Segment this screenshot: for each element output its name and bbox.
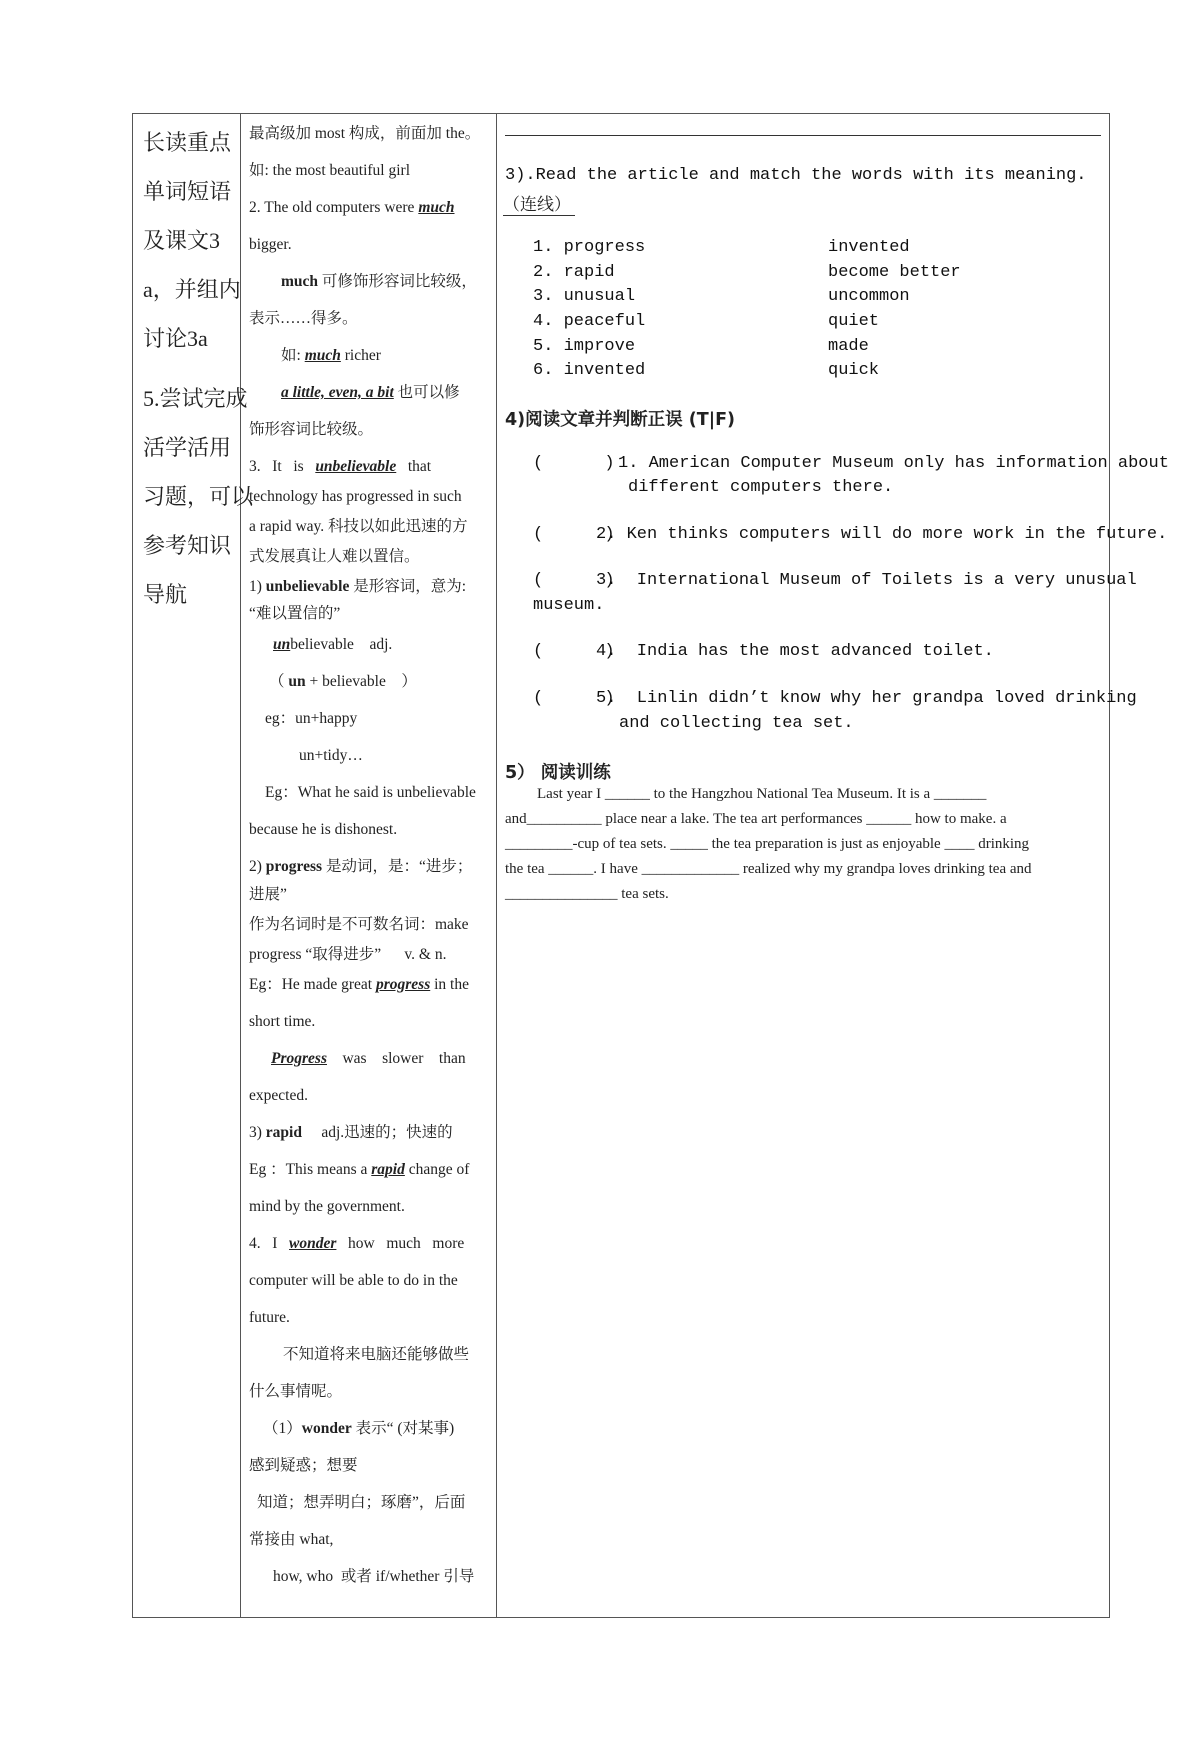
note-line: because he is dishonest. bbox=[249, 821, 398, 838]
note-line: “难以置信的” bbox=[249, 605, 341, 622]
note-line: Eg：What he said is unbelievable bbox=[265, 784, 476, 801]
keyword: un bbox=[273, 636, 291, 653]
tf-statement: 3. International Museum of Toilets is a very unusual bbox=[596, 571, 1137, 590]
note-line: 感到疑惑；想要 bbox=[249, 1457, 358, 1474]
keyword: un bbox=[288, 673, 306, 690]
note-text: change of bbox=[404, 1161, 470, 1178]
note-text: （1） bbox=[263, 1420, 302, 1437]
note-line: 式发展真让人难以置信。 bbox=[249, 548, 420, 565]
note-line: expected. bbox=[249, 1087, 308, 1104]
note-line bbox=[281, 346, 521, 366]
match-word: 2. rapid bbox=[533, 263, 615, 282]
match-meaning: uncommon bbox=[828, 287, 910, 306]
note-text: in the bbox=[430, 976, 469, 993]
note-line: 知道；想弄明白；琢磨”，后面 bbox=[257, 1494, 466, 1511]
note-text: Eg：He made great bbox=[249, 976, 376, 993]
note-text: 如: bbox=[281, 347, 305, 364]
keyword: unbelievable bbox=[315, 458, 397, 475]
tf-statement: 2. Ken thinks computers will do more work in the future. bbox=[596, 525, 1168, 544]
note-line bbox=[273, 635, 513, 655]
note-text: + believable ） bbox=[305, 673, 417, 690]
note-line: future. bbox=[249, 1309, 290, 1326]
note-text: 2) bbox=[249, 858, 266, 875]
note-line: 饰形容词比较级。 bbox=[249, 421, 374, 438]
guide-line: 讨论3a bbox=[143, 326, 208, 351]
guide-line: 导航 bbox=[143, 582, 188, 607]
q4-title: 4)阅读文章并判断正误 (T|F) bbox=[505, 410, 736, 430]
tf-bracket: ( ) bbox=[533, 571, 615, 590]
note-line bbox=[249, 457, 489, 477]
note-line bbox=[249, 1234, 489, 1254]
note-line: 表示……得多。 bbox=[249, 310, 358, 327]
note-text: 2. The old computers were bbox=[249, 199, 419, 216]
note-text: was slower than bbox=[326, 1050, 466, 1067]
passage-line: _______________ tea sets. bbox=[505, 886, 669, 902]
guide-line: 及课文3 bbox=[143, 228, 221, 253]
note-line bbox=[271, 1049, 511, 1069]
tf-statement: 4. India has the most advanced toilet. bbox=[596, 642, 994, 661]
note-text: 是形容词，意为: bbox=[349, 578, 467, 595]
tf-bracket: ( ) bbox=[533, 689, 615, 708]
note-text: that bbox=[396, 458, 432, 475]
note-line bbox=[249, 577, 489, 597]
note-text: richer bbox=[340, 347, 381, 364]
passage-line: and__________ place near a lake. The tea art performances ______ how to make. a bbox=[505, 811, 1007, 827]
note-text: 1) bbox=[249, 578, 266, 595]
match-meaning: quiet bbox=[828, 312, 880, 331]
keyword: much bbox=[281, 273, 319, 290]
note-text: （ bbox=[269, 673, 289, 690]
match-word: 3. unusual bbox=[533, 287, 636, 306]
tf-statement-cont: museum. bbox=[533, 596, 605, 615]
note-line: 如: the most beautiful girl bbox=[249, 162, 411, 179]
note-line: how, who 或者 if/whether 引导 bbox=[273, 1568, 475, 1585]
keyword: wonder bbox=[289, 1235, 337, 1252]
note-line bbox=[249, 857, 489, 877]
guide-line: 单词短语 bbox=[143, 179, 232, 204]
keyword: much bbox=[304, 347, 341, 364]
note-text: 3) bbox=[249, 1124, 266, 1141]
note-text: adj.迅速的；快速的 bbox=[301, 1124, 453, 1141]
note-line bbox=[249, 1160, 489, 1180]
keyword: wonder bbox=[301, 1420, 352, 1437]
note-line: 常接由 what, bbox=[249, 1531, 334, 1548]
exercise-column bbox=[497, 114, 1169, 1617]
guide-line: 长读重点 bbox=[143, 130, 232, 155]
tf-bracket: ( ) bbox=[533, 525, 615, 544]
note-text: 3. It is bbox=[249, 458, 316, 475]
match-meaning: become better bbox=[828, 263, 961, 282]
keyword: unbelievable bbox=[265, 578, 350, 595]
guide-line: 参考知识 bbox=[143, 533, 232, 558]
note-text: believable adj. bbox=[290, 636, 393, 653]
note-line bbox=[249, 198, 489, 218]
keyword: progress bbox=[375, 976, 431, 993]
note-line: mind by the government. bbox=[249, 1198, 405, 1215]
divider bbox=[505, 135, 1101, 136]
match-meaning: made bbox=[828, 337, 869, 356]
note-line: technology has progressed in such bbox=[249, 488, 462, 505]
note-line bbox=[263, 1419, 503, 1439]
match-meaning: invented bbox=[828, 238, 910, 257]
note-line: progress “取得进步” v. & n. bbox=[249, 946, 447, 963]
keyword: progress bbox=[265, 858, 323, 875]
note-text: how much more bbox=[336, 1235, 465, 1252]
passage-line: Last year I ______ to the Hangzhou National Tea Museum. It is a _______ bbox=[537, 786, 987, 802]
tf-statement: 1. American Computer Museum only has information about bbox=[618, 454, 1169, 473]
match-word: 4. peaceful bbox=[533, 312, 646, 331]
note-text: 表示“ (对某事) bbox=[351, 1420, 455, 1437]
note-text: 4. I bbox=[249, 1235, 290, 1252]
note-line: 最高级加 most 构成，前面加 the。 bbox=[249, 125, 481, 142]
note-line: bigger. bbox=[249, 236, 292, 253]
note-line: short time. bbox=[249, 1013, 316, 1030]
passage-line: _________-cup of tea sets. _____ the tea preparation is just as enjoyable ____ drinking bbox=[505, 836, 1030, 852]
note-line: 不知道将来电脑还能够做些 bbox=[283, 1346, 470, 1363]
guide-line: 活学活用 bbox=[143, 435, 232, 460]
note-text: Eg ：This means a bbox=[249, 1161, 372, 1178]
tf-bracket: ( ) bbox=[533, 454, 615, 473]
note-line: computer will be able to do in the bbox=[249, 1272, 458, 1289]
note-text: 是动词，是：“进步； bbox=[322, 858, 473, 875]
keyword: Progress bbox=[271, 1050, 327, 1067]
match-word: 6. invented bbox=[533, 361, 646, 380]
guide-line: 5.尝试完成 bbox=[143, 386, 248, 411]
note-line: a rapid way. 科技以如此迅速的方 bbox=[249, 518, 468, 535]
note-text: 也可以修 bbox=[393, 384, 460, 401]
match-word: 5. improve bbox=[533, 337, 636, 356]
keyword: rapid bbox=[265, 1124, 302, 1141]
note-text: 可修饰形容词比较级， bbox=[318, 273, 477, 290]
keyword: rapid bbox=[371, 1161, 405, 1178]
note-line bbox=[281, 272, 521, 292]
passage-line: the tea ______. I have _____________ realized why my grandpa loves drinking tea and bbox=[505, 861, 1032, 877]
notes-column bbox=[241, 114, 497, 1617]
lesson-table bbox=[132, 113, 1169, 1618]
keyword: a little, even, a bit bbox=[281, 384, 394, 401]
note-line: 作为名词时是不可数名词：make bbox=[249, 916, 469, 933]
q3-subtitle: （连线） bbox=[503, 190, 575, 216]
tf-statement: 5. Linlin didn’t know why her grandpa loved drinking bbox=[596, 689, 1137, 708]
tf-statement-cont: different computers there. bbox=[628, 478, 894, 497]
q3-title: 3).Read the article and match the words with its meaning. bbox=[505, 166, 1087, 185]
note-line: un+tidy… bbox=[299, 747, 363, 764]
guide-line: 习题，可以 bbox=[143, 484, 254, 509]
guide-line: a，并组内 bbox=[143, 277, 241, 302]
note-line bbox=[249, 1123, 489, 1143]
guide-column bbox=[133, 114, 254, 1617]
note-line bbox=[249, 975, 489, 995]
keyword: much bbox=[418, 199, 455, 216]
tf-statement-cont: and collecting tea set. bbox=[619, 714, 854, 733]
q5-title: 5） 阅读训练 bbox=[505, 763, 611, 783]
note-line bbox=[281, 383, 521, 403]
match-meaning: quick bbox=[828, 361, 880, 380]
note-line: eg：un+happy bbox=[265, 710, 358, 727]
tf-bracket: ( ) bbox=[533, 642, 615, 661]
note-line bbox=[269, 672, 509, 692]
note-line: 什么事情呢。 bbox=[249, 1383, 343, 1400]
note-line: 进展” bbox=[249, 886, 287, 903]
match-word: 1. progress bbox=[533, 238, 646, 257]
